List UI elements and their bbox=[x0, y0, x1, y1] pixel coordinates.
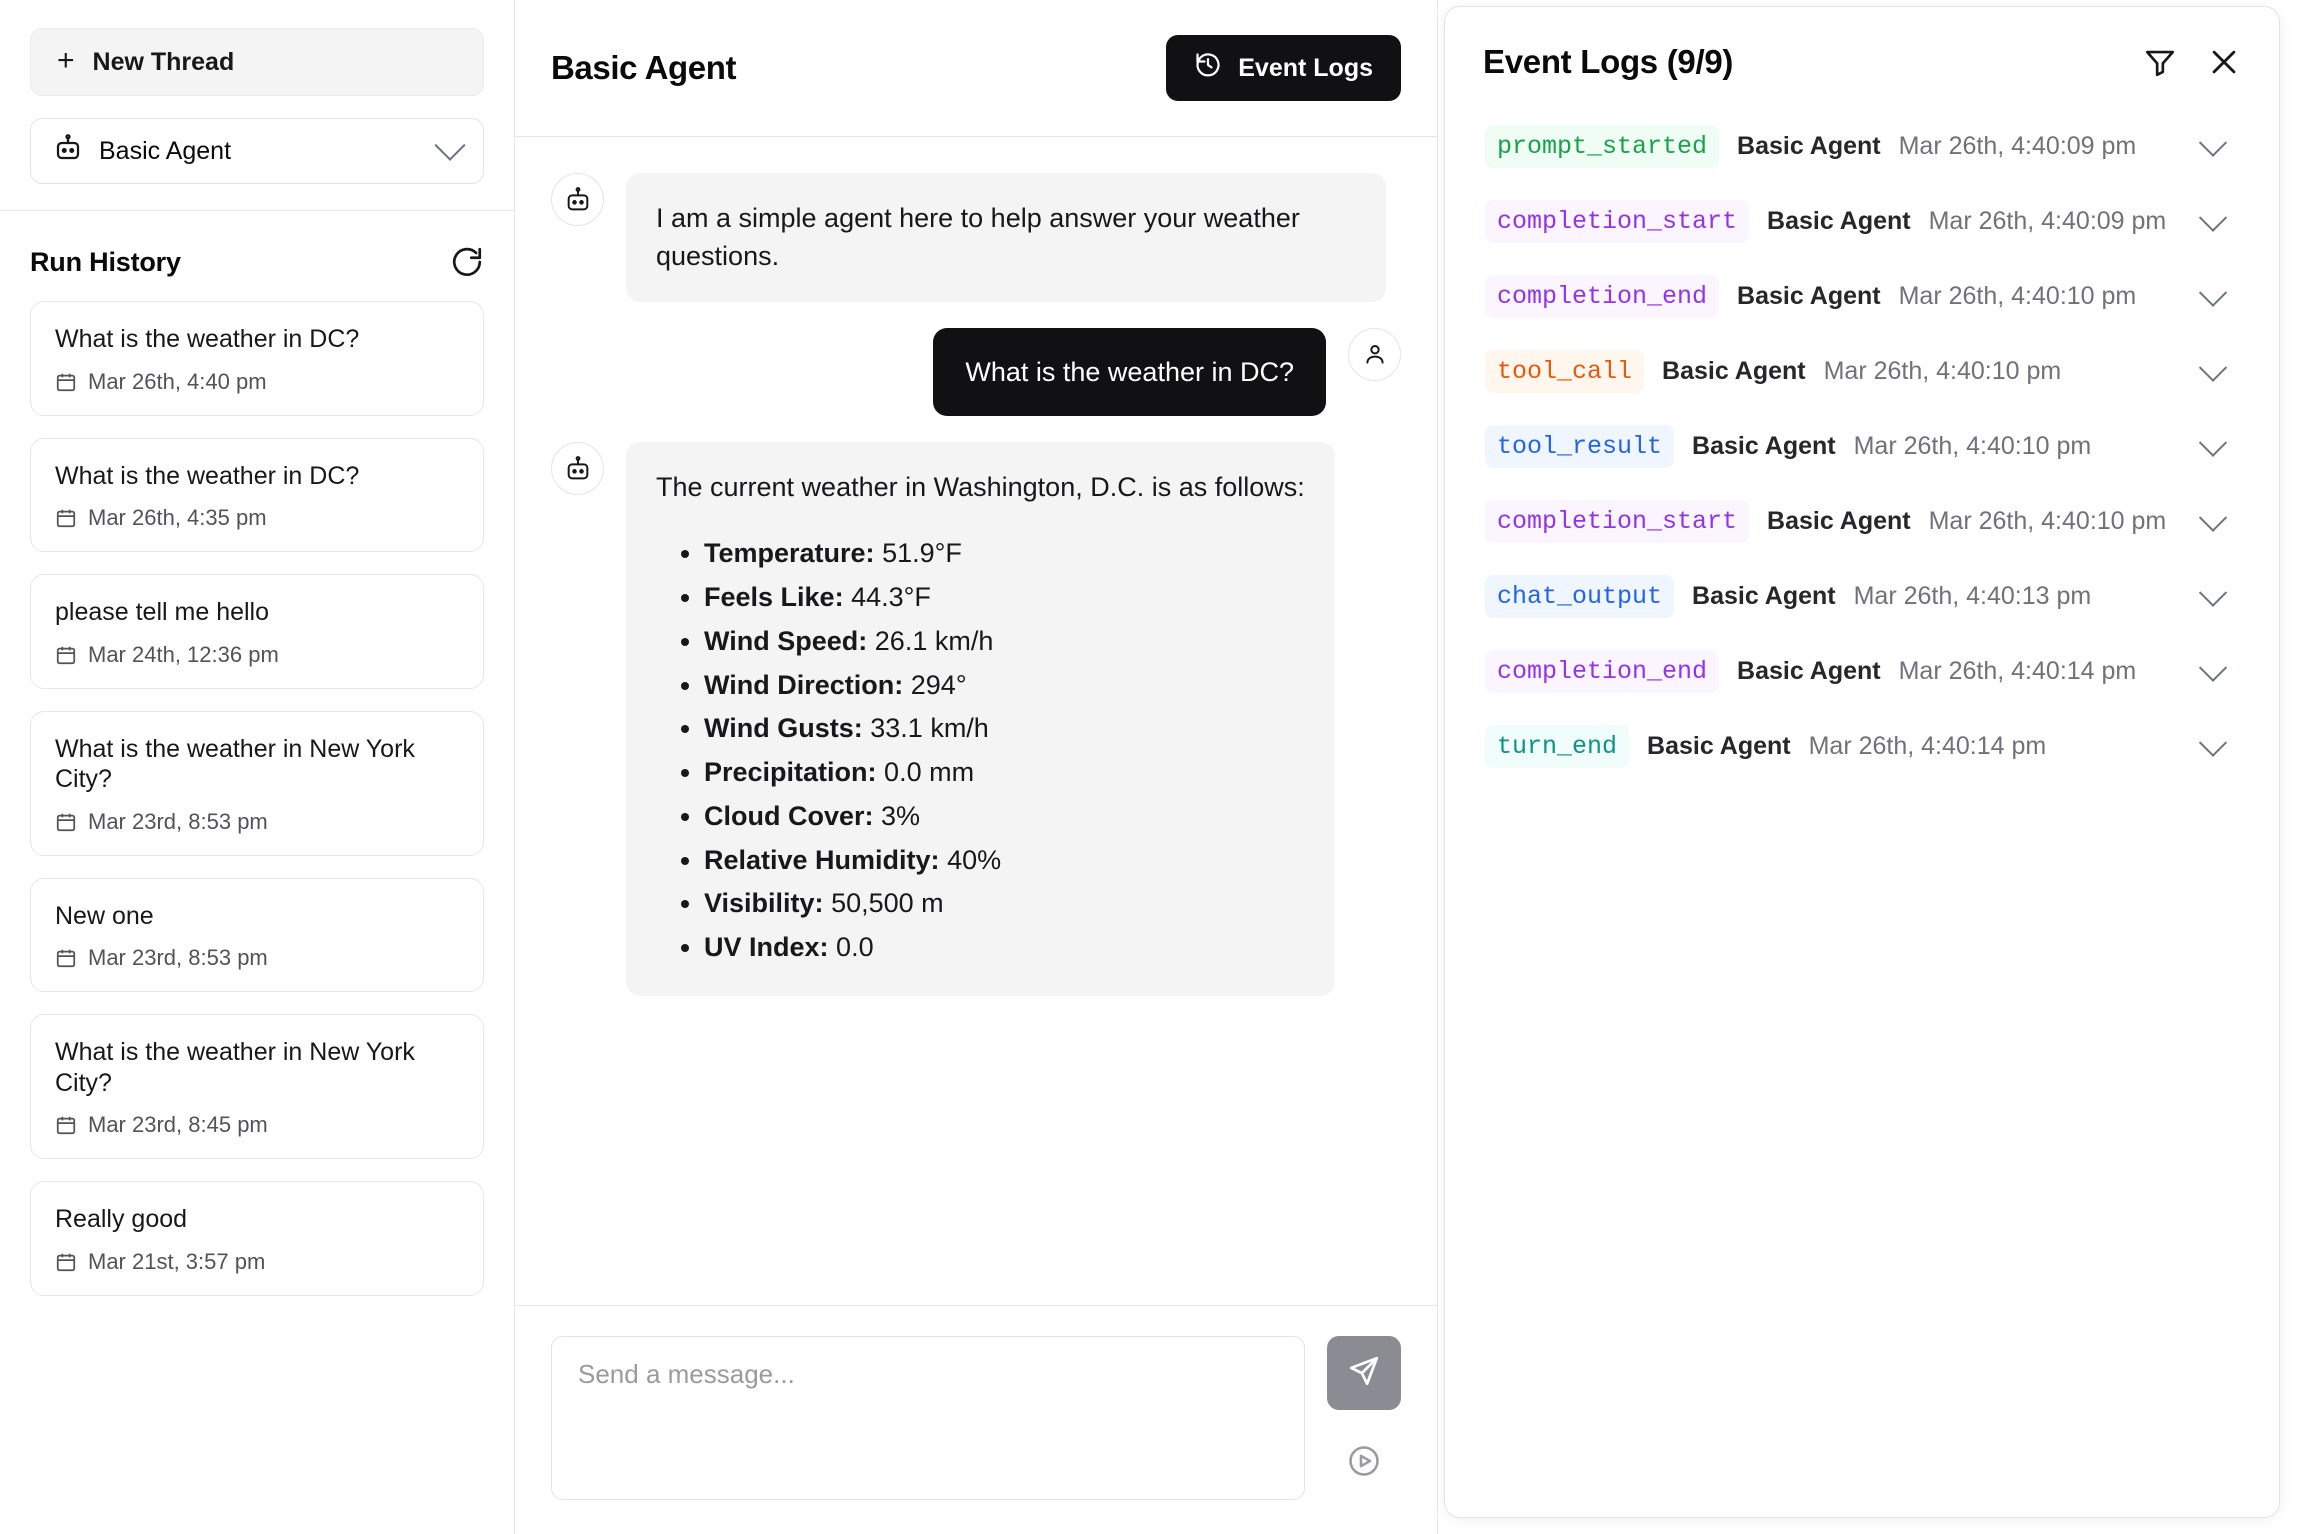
run-title: What is the weather in DC? bbox=[55, 461, 360, 490]
run-history-list[interactable] bbox=[0, 301, 514, 1534]
event-time: Mar 26th, 4:40:10 pm bbox=[1853, 432, 2092, 460]
list-item[interactable] bbox=[30, 878, 484, 993]
chevron-down-icon[interactable] bbox=[2199, 203, 2227, 231]
run-history-title: Run History bbox=[30, 246, 181, 277]
chevron-down-icon[interactable] bbox=[2199, 278, 2227, 306]
run-meta bbox=[55, 642, 459, 668]
history-icon bbox=[1194, 51, 1222, 86]
event-row[interactable] bbox=[1471, 184, 2253, 259]
bot-weather-report bbox=[626, 442, 1335, 996]
weather-label: Wind Gusts: bbox=[704, 713, 863, 744]
event-time: Mar 26th, 4:40:09 pm bbox=[1928, 207, 2167, 235]
new-thread-button[interactable] bbox=[30, 28, 484, 96]
event-time: Mar 26th, 4:40:14 pm bbox=[1808, 732, 2047, 760]
robot-icon bbox=[53, 133, 83, 170]
chat-panel bbox=[515, 0, 1438, 1534]
run-date: Mar 24th, 12:36 pm bbox=[88, 641, 279, 667]
run-title: Really good bbox=[55, 1205, 188, 1233]
calendar-icon bbox=[55, 644, 77, 666]
chevron-down-icon[interactable] bbox=[2199, 728, 2227, 756]
weather-value: 51.9°F bbox=[882, 538, 962, 569]
chevron-down-icon[interactable] bbox=[2199, 428, 2227, 456]
calendar-icon bbox=[55, 371, 77, 393]
run-meta bbox=[55, 809, 459, 835]
weather-label: Wind Speed: bbox=[704, 625, 868, 656]
event-type-badge: tool_result bbox=[1485, 425, 1674, 468]
message-bot bbox=[551, 173, 1401, 302]
agent-selector[interactable] bbox=[30, 118, 484, 184]
event-row[interactable] bbox=[1471, 409, 2253, 484]
event-row[interactable] bbox=[1471, 109, 2253, 184]
event-time: Mar 26th, 4:40:13 pm bbox=[1853, 582, 2092, 610]
event-type-badge: completion_start bbox=[1485, 200, 1749, 243]
run-date: Mar 23rd, 8:45 pm bbox=[88, 1112, 268, 1137]
weather-value: 44.3°F bbox=[851, 582, 931, 613]
chat-header bbox=[515, 0, 1437, 137]
calendar-icon bbox=[55, 1251, 77, 1273]
event-type-badge: completion_start bbox=[1485, 500, 1749, 543]
bot-avatar-icon bbox=[551, 173, 604, 226]
event-logs-button-label: Event Logs bbox=[1238, 53, 1373, 82]
list-item[interactable] bbox=[30, 711, 484, 856]
weather-label: Visibility: bbox=[704, 888, 824, 919]
event-type-badge: prompt_started bbox=[1485, 125, 1719, 168]
sidebar-header bbox=[0, 0, 514, 211]
chevron-down-icon[interactable] bbox=[2199, 128, 2227, 156]
message-list bbox=[515, 137, 1437, 1305]
event-time: Mar 26th, 4:40:14 pm bbox=[1898, 657, 2137, 685]
run-date: Mar 26th, 4:35 pm bbox=[88, 505, 267, 530]
run-date: Mar 21st, 3:57 pm bbox=[88, 1248, 266, 1274]
agent-selector-value: Basic Agent bbox=[99, 136, 232, 165]
event-row[interactable] bbox=[1471, 634, 2253, 709]
composer-actions bbox=[1327, 1336, 1401, 1500]
event-time: Mar 26th, 4:40:09 pm bbox=[1898, 132, 2137, 160]
send-icon bbox=[1347, 1354, 1381, 1393]
close-icon[interactable] bbox=[2203, 41, 2245, 83]
weather-value: 33.1 km/h bbox=[870, 713, 989, 744]
list-item[interactable] bbox=[30, 1181, 484, 1296]
event-agent: Basic Agent bbox=[1647, 732, 1791, 760]
run-date: Mar 23rd, 8:53 pm bbox=[88, 808, 268, 834]
weather-label: Cloud Cover: bbox=[704, 800, 874, 831]
event-time: Mar 26th, 4:40:10 pm bbox=[1928, 507, 2167, 535]
message-input[interactable] bbox=[551, 1336, 1305, 1500]
event-type-badge: tool_call bbox=[1485, 350, 1644, 393]
weather-value: 0.0 mm bbox=[884, 757, 975, 788]
event-type-badge: chat_output bbox=[1485, 575, 1674, 618]
event-logs-panel bbox=[1438, 0, 2300, 1534]
run-meta bbox=[55, 945, 459, 971]
weather-item bbox=[704, 707, 1305, 751]
run-meta bbox=[55, 1112, 459, 1138]
weather-intro-text: The current weather in Washington, D.C. is as follows: bbox=[656, 472, 1305, 503]
chevron-down-icon bbox=[434, 130, 465, 161]
event-row[interactable] bbox=[1471, 259, 2253, 334]
run-title: New one bbox=[55, 901, 154, 930]
event-agent: Basic Agent bbox=[1692, 582, 1836, 610]
event-agent: Basic Agent bbox=[1662, 357, 1806, 385]
weather-label: UV Index: bbox=[704, 932, 829, 963]
list-item[interactable] bbox=[30, 438, 484, 553]
run-title: What is the weather in New York City? bbox=[55, 1038, 415, 1097]
event-logs-card bbox=[1444, 6, 2280, 1518]
user-avatar-icon bbox=[1348, 328, 1401, 381]
event-row[interactable] bbox=[1471, 709, 2253, 784]
calendar-icon bbox=[55, 811, 77, 833]
plus-icon: + bbox=[57, 43, 75, 77]
event-list bbox=[1445, 109, 2279, 784]
event-agent: Basic Agent bbox=[1692, 432, 1836, 460]
run-history-header bbox=[0, 211, 514, 301]
calendar-icon bbox=[55, 1114, 77, 1136]
event-logs-button[interactable] bbox=[1166, 35, 1401, 101]
calendar-icon bbox=[55, 947, 77, 969]
chevron-down-icon[interactable] bbox=[2199, 578, 2227, 606]
page-title: Basic Agent bbox=[551, 49, 737, 86]
event-time: Mar 26th, 4:40:10 pm bbox=[1898, 282, 2137, 310]
run-meta bbox=[55, 505, 459, 531]
event-agent: Basic Agent bbox=[1737, 282, 1881, 310]
weather-value: 3% bbox=[881, 800, 921, 831]
weather-value: 26.1 km/h bbox=[874, 625, 994, 656]
send-button[interactable] bbox=[1327, 1336, 1401, 1410]
event-agent: Basic Agent bbox=[1737, 132, 1881, 160]
event-agent: Basic Agent bbox=[1767, 507, 1911, 535]
chevron-down-icon[interactable] bbox=[2199, 653, 2227, 681]
weather-item bbox=[704, 795, 1305, 839]
weather-value: 0.0 bbox=[836, 932, 874, 963]
weather-item bbox=[704, 751, 1305, 795]
weather-label: Relative Humidity: bbox=[704, 844, 940, 875]
weather-label: Wind Direction: bbox=[704, 669, 904, 700]
event-logs-header bbox=[1445, 7, 2279, 109]
run-date: Mar 23rd, 8:53 pm bbox=[88, 945, 268, 970]
bot-avatar-icon bbox=[551, 442, 604, 495]
weather-item bbox=[704, 620, 1305, 664]
weather-item bbox=[704, 664, 1305, 708]
list-item[interactable] bbox=[30, 574, 484, 689]
message-user bbox=[551, 328, 1401, 416]
event-type-badge: completion_end bbox=[1485, 275, 1719, 318]
run-title: please tell me hello bbox=[55, 598, 270, 626]
run-meta bbox=[55, 369, 459, 395]
sidebar bbox=[0, 0, 515, 1534]
new-thread-label: New Thread bbox=[92, 47, 235, 76]
chevron-down-icon[interactable] bbox=[2199, 353, 2227, 381]
message-bot bbox=[551, 442, 1401, 996]
event-time: Mar 26th, 4:40:10 pm bbox=[1823, 357, 2062, 385]
run-title: What is the weather in New York City? bbox=[55, 734, 415, 793]
run-title: What is the weather in DC? bbox=[55, 325, 360, 353]
weather-label: Temperature: bbox=[704, 538, 875, 569]
weather-item bbox=[704, 839, 1305, 883]
weather-detail-list bbox=[674, 532, 1305, 969]
filter-icon[interactable] bbox=[2139, 41, 2181, 83]
weather-value: 50,500 m bbox=[831, 888, 944, 919]
run-date: Mar 26th, 4:40 pm bbox=[88, 368, 267, 394]
user-message-text: What is the weather in DC? bbox=[933, 328, 1326, 416]
weather-value: 40% bbox=[947, 844, 1002, 875]
calendar-icon bbox=[55, 507, 77, 529]
event-logs-title: Event Logs (9/9) bbox=[1483, 43, 1734, 80]
bot-message-text: I am a simple agent here to help answer your weather questions. bbox=[626, 173, 1386, 302]
weather-item bbox=[704, 532, 1305, 576]
event-type-badge: turn_end bbox=[1485, 725, 1629, 768]
event-type-badge: completion_end bbox=[1485, 650, 1719, 693]
weather-item bbox=[704, 576, 1305, 620]
composer bbox=[515, 1305, 1437, 1534]
weather-item bbox=[704, 926, 1305, 970]
weather-label: Precipitation: bbox=[704, 757, 877, 788]
refresh-icon[interactable] bbox=[450, 245, 484, 279]
run-meta bbox=[55, 1249, 459, 1275]
play-circle-icon bbox=[1346, 1443, 1382, 1484]
event-row[interactable] bbox=[1471, 559, 2253, 634]
event-agent: Basic Agent bbox=[1737, 657, 1881, 685]
event-row[interactable] bbox=[1471, 334, 2253, 409]
run-button[interactable] bbox=[1327, 1426, 1401, 1500]
chevron-down-icon[interactable] bbox=[2199, 503, 2227, 531]
event-agent: Basic Agent bbox=[1767, 207, 1911, 235]
weather-label: Feels Like: bbox=[704, 582, 844, 613]
list-item[interactable] bbox=[30, 1014, 484, 1159]
weather-value: 294° bbox=[910, 669, 967, 700]
weather-item bbox=[704, 882, 1305, 926]
list-item[interactable] bbox=[30, 301, 484, 416]
event-row[interactable] bbox=[1471, 484, 2253, 559]
